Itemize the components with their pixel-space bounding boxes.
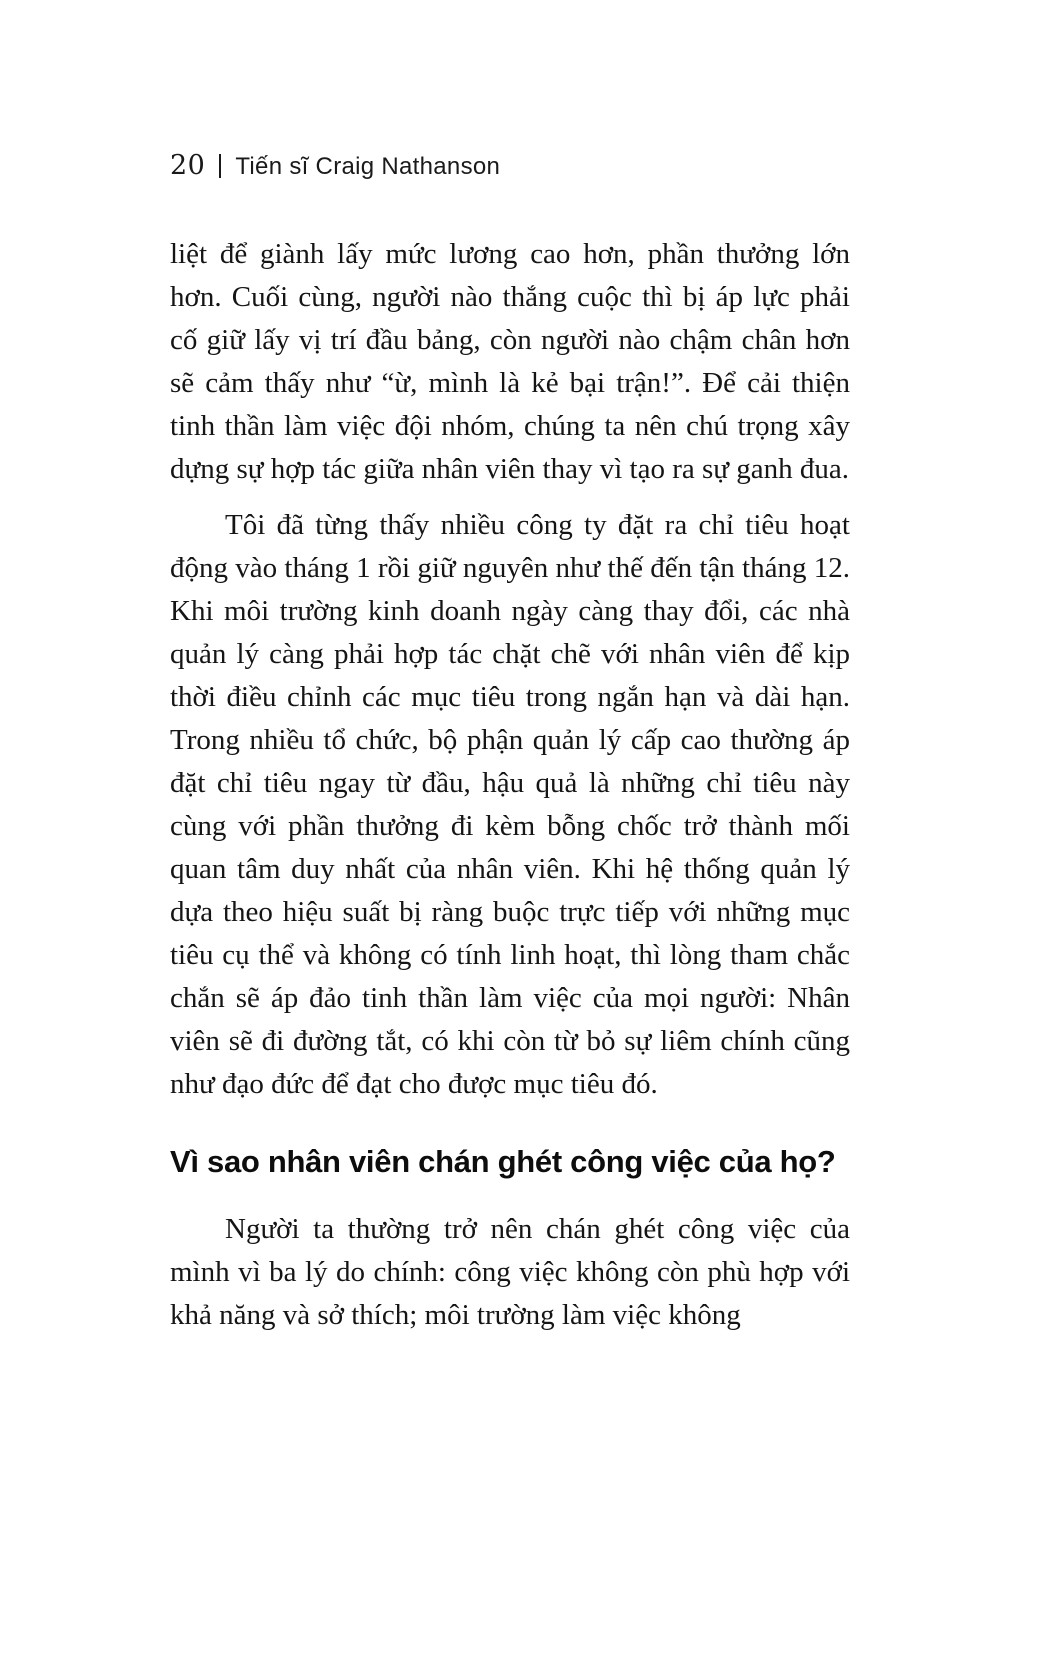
- header-divider: [219, 154, 221, 178]
- page-header: [170, 150, 850, 181]
- body-paragraph-3: Người ta thường trở nên chán ghét công việc của mình vì ba lý do chính: công việc không còn phù hợp với khả năng và sở thích; môi trường làm việc không: [170, 1213, 850, 1331]
- body-paragraph-2: Tôi đã từng thấy nhiều công ty đặt ra chỉ tiêu hoạt động vào tháng 1 rồi giữ nguyên như thế đến tận tháng 12. Khi môi trường kinh doanh ngày càng thay đổi, các nhà quản lý càng phải hợp tác chặt chẽ với nhân viên để kịp thời điều chỉnh các mục tiêu trong ngắn hạn và dài hạn. Trong nhiều tổ chức, bộ phận quản lý cấp cao thường áp đặt chỉ tiêu ngay từ đầu, hậu quả là những chỉ tiêu này cùng với phần thưởng đi kèm bỗng chốc trở thành mối quan tâm duy nhất của nhân viên. Khi hệ thống quản lý dựa theo hiệu suất bị ràng buộc trực tiếp với những mục tiêu cụ thể và không có tính linh hoạt, thì lòng tham chắc chắn sẽ áp đảo tinh thần làm việc của mọi người: Nhân viên sẽ đi đường tắt, có khi còn từ bỏ sự liêm chính cũng như đạo đức để đạt cho được mục tiêu đó.: [170, 509, 850, 1100]
- body-paragraph-1: liệt để giành lấy mức lương cao hơn, phần thưởng lớn hơn. Cuối cùng, người nào thắng cuộc thì bị áp lực phải cố giữ lấy vị trí đầu bảng, còn người nào chậm chân hơn sẽ cảm thấy như “ừ, mình là kẻ bại trận!”. Để cải thiện tinh thần làm việc đội nhóm, chúng ta nên chú trọng xây dựng sự hợp tác giữa nhân viên thay vì tạo ra sự ganh đua.: [170, 238, 850, 485]
- section-heading: Vì sao nhân viên chán ghét công việc của họ?: [170, 1144, 836, 1179]
- page-number: 20: [170, 150, 206, 181]
- author-name: Tiến sĩ Craig Nathanson: [235, 153, 501, 180]
